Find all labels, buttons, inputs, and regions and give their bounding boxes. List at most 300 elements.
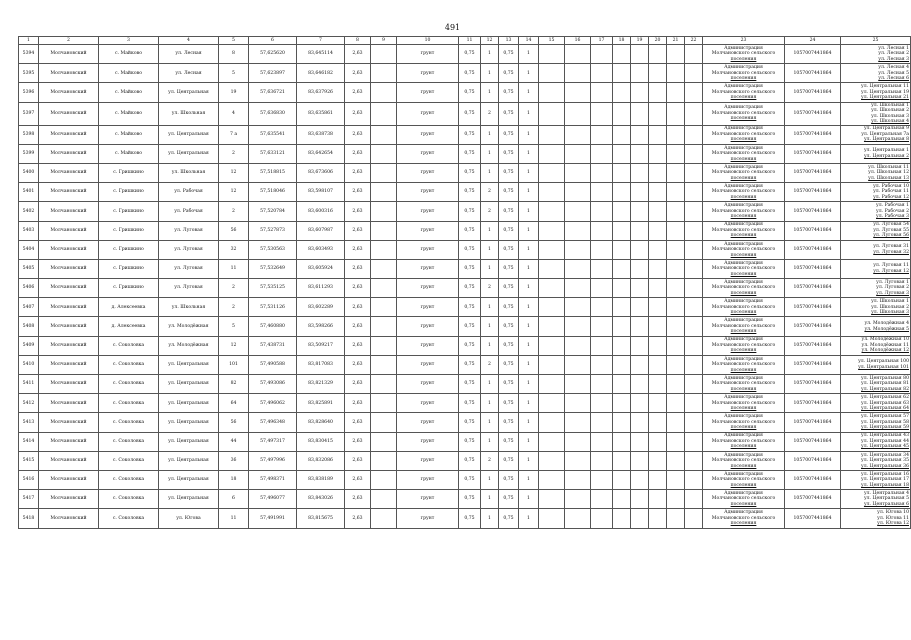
- inn-cell: 1057007441864: [785, 394, 841, 413]
- street-cell: ул. Школьная: [159, 163, 219, 182]
- empty-cell: [649, 317, 667, 336]
- value-cell: 1: [481, 509, 499, 528]
- house-cell: 32: [219, 240, 249, 259]
- table-row: [19, 375, 911, 394]
- address-line: ул. Школьная 3: [871, 310, 909, 316]
- inn-cell: 1057007441864: [785, 144, 841, 163]
- empty-cell: [539, 163, 565, 182]
- organization-line: Администрация: [724, 45, 763, 51]
- empty-cell: [539, 83, 565, 102]
- organization-line: Администрация: [724, 490, 763, 496]
- column-header: 1: [19, 37, 39, 45]
- organization-line: Молчановского сельского: [711, 323, 776, 329]
- value-cell: 0,75: [459, 125, 481, 144]
- row-number: 5405: [19, 259, 39, 278]
- address-line: ул. Центральная 8: [863, 137, 909, 143]
- empty-cell: [631, 240, 649, 259]
- column-header: 22: [685, 37, 703, 45]
- address-line: ул. Рабочая 12: [873, 194, 909, 200]
- value-cell: 2,63: [345, 509, 371, 528]
- inn-cell: 1057007441864: [785, 64, 841, 83]
- empty-cell: [565, 470, 591, 489]
- locality-cell: с. Соколовка: [99, 432, 159, 451]
- empty-cell: [565, 394, 591, 413]
- empty-cell: [667, 317, 685, 336]
- longitude-cell: 83,645114: [297, 45, 345, 64]
- address-line: ул. Лесная 4: [878, 65, 909, 71]
- empty-cell: [667, 45, 685, 64]
- longitude-cell: 83,635861: [297, 102, 345, 125]
- empty-cell: [685, 355, 703, 374]
- served-addresses-cell: [841, 375, 911, 394]
- house-cell: 4: [219, 102, 249, 125]
- street-cell: ул. Лесная: [159, 45, 219, 64]
- value-cell: 2,63: [345, 394, 371, 413]
- address-line: ул. Центральная 59: [861, 425, 909, 431]
- value-cell: 2,63: [345, 375, 371, 394]
- address-line: ул. Школьная 2: [871, 304, 909, 310]
- latitude-cell: 57,497996: [249, 451, 297, 470]
- column-header: 4: [159, 37, 219, 45]
- inn-cell: 1057007441864: [785, 83, 841, 102]
- surface-cell: грунт: [397, 202, 459, 221]
- empty-cell: [591, 394, 613, 413]
- organization-line: Администрация: [724, 414, 763, 420]
- empty-cell: [649, 336, 667, 355]
- value-cell: 0,75: [499, 394, 519, 413]
- value-cell: 1: [519, 125, 539, 144]
- district-cell: Молчановский: [39, 432, 99, 451]
- district-cell: Молчановский: [39, 102, 99, 125]
- empty-cell: [667, 490, 685, 509]
- address-line: ул. Центральная 57: [861, 414, 909, 420]
- value-cell: 1: [481, 163, 499, 182]
- table-row: [19, 64, 911, 83]
- table-body: [19, 45, 911, 529]
- empty-cell: [631, 317, 649, 336]
- inn-cell: 1057007441864: [785, 259, 841, 278]
- table-row: [19, 298, 911, 317]
- street-cell: ул. Рабочая: [159, 183, 219, 202]
- address-line: ул. Рабочая 3: [876, 214, 909, 220]
- value-cell: 2,63: [345, 451, 371, 470]
- served-addresses-cell: [841, 45, 911, 64]
- surface-cell: грунт: [397, 451, 459, 470]
- value-cell: 2,63: [345, 317, 371, 336]
- organization-line: Администрация: [724, 510, 763, 516]
- value-cell: 2: [481, 279, 499, 298]
- empty-cell: [371, 64, 397, 83]
- empty-cell: [371, 336, 397, 355]
- value-cell: 2,63: [345, 336, 371, 355]
- inn-cell: 1057007441864: [785, 413, 841, 432]
- empty-cell: [371, 144, 397, 163]
- organization-cell: [703, 83, 785, 102]
- locality-cell: с. Гришкино: [99, 221, 159, 240]
- empty-cell: [685, 451, 703, 470]
- empty-cell: [631, 45, 649, 64]
- latitude-cell: 57,527873: [249, 221, 297, 240]
- address-line: ул. Центральная 7а: [861, 131, 909, 137]
- house-cell: 36: [219, 451, 249, 470]
- address-line: ул. Центральная 100: [858, 359, 909, 365]
- house-cell: 12: [219, 336, 249, 355]
- inn-cell: 1057007441864: [785, 163, 841, 182]
- surface-cell: грунт: [397, 163, 459, 182]
- value-cell: 1: [519, 83, 539, 102]
- empty-cell: [591, 490, 613, 509]
- longitude-cell: 83,832086: [297, 451, 345, 470]
- registry-table: [18, 36, 911, 529]
- house-cell: 11: [219, 509, 249, 528]
- value-cell: 1: [481, 64, 499, 83]
- value-cell: 0,75: [459, 490, 481, 509]
- empty-cell: [591, 259, 613, 278]
- inn-cell: 1057007441864: [785, 240, 841, 259]
- longitude-cell: 83,815675: [297, 509, 345, 528]
- organization-line: Молчановского сельского: [711, 170, 776, 176]
- value-cell: 1: [519, 202, 539, 221]
- locality-cell: с. Соколовка: [99, 509, 159, 528]
- organization-line: поселения: [730, 501, 757, 507]
- value-cell: 0,75: [499, 102, 519, 125]
- house-cell: 2: [219, 144, 249, 163]
- longitude-cell: 83,817083: [297, 355, 345, 374]
- empty-cell: [591, 240, 613, 259]
- latitude-cell: 57,493086: [249, 375, 297, 394]
- surface-cell: грунт: [397, 125, 459, 144]
- inn-cell: 1057007441864: [785, 221, 841, 240]
- value-cell: 0,75: [459, 375, 481, 394]
- empty-cell: [565, 163, 591, 182]
- address-line: ул. Югова 10: [877, 510, 909, 516]
- empty-cell: [649, 163, 667, 182]
- value-cell: 2,63: [345, 298, 371, 317]
- value-cell: 1: [519, 509, 539, 528]
- empty-cell: [685, 202, 703, 221]
- locality-cell: с. Соколовка: [99, 355, 159, 374]
- empty-cell: [613, 240, 631, 259]
- column-header: 2: [39, 37, 99, 45]
- value-cell: 1: [519, 317, 539, 336]
- empty-cell: [613, 298, 631, 317]
- empty-cell: [539, 144, 565, 163]
- value-cell: 1: [519, 451, 539, 470]
- surface-cell: грунт: [397, 355, 459, 374]
- empty-cell: [685, 221, 703, 240]
- organization-line: поселения: [730, 329, 757, 335]
- longitude-cell: 83,637926: [297, 83, 345, 102]
- empty-cell: [565, 451, 591, 470]
- surface-cell: грунт: [397, 490, 459, 509]
- empty-cell: [539, 45, 565, 64]
- street-cell: ул. Лесная: [159, 64, 219, 83]
- value-cell: 0,75: [459, 279, 481, 298]
- district-cell: Молчановский: [39, 413, 99, 432]
- table-row: [19, 394, 911, 413]
- address-line: ул. Лесная 1: [878, 45, 909, 51]
- locality-cell: с. Майково: [99, 64, 159, 83]
- organization-line: поселения: [730, 348, 757, 354]
- organization-line: Администрация: [724, 126, 763, 132]
- locality-cell: с. Соколовка: [99, 451, 159, 470]
- empty-cell: [685, 83, 703, 102]
- street-cell: ул. Рабочая: [159, 202, 219, 221]
- empty-cell: [631, 355, 649, 374]
- empty-cell: [613, 125, 631, 144]
- empty-cell: [591, 470, 613, 489]
- organization-line: поселения: [730, 425, 757, 431]
- empty-cell: [685, 317, 703, 336]
- value-cell: 1: [481, 240, 499, 259]
- empty-cell: [591, 125, 613, 144]
- latitude-cell: 57,520784: [249, 202, 297, 221]
- empty-cell: [539, 432, 565, 451]
- latitude-cell: 57,438731: [249, 336, 297, 355]
- longitude-cell: 83,605924: [297, 259, 345, 278]
- organization-line: Администрация: [724, 395, 763, 401]
- column-header: 18: [613, 37, 631, 45]
- address-line: ул. Центральная 6: [863, 501, 909, 507]
- address-line: ул. Центральная 58: [861, 419, 909, 425]
- empty-cell: [613, 183, 631, 202]
- empty-cell: [685, 259, 703, 278]
- empty-cell: [565, 298, 591, 317]
- value-cell: 0,75: [499, 45, 519, 64]
- empty-cell: [539, 509, 565, 528]
- empty-cell: [591, 375, 613, 394]
- empty-cell: [649, 470, 667, 489]
- empty-cell: [685, 279, 703, 298]
- surface-cell: грунт: [397, 413, 459, 432]
- value-cell: 1: [481, 221, 499, 240]
- table-row: [19, 183, 911, 202]
- column-header: 8: [345, 37, 371, 45]
- surface-cell: грунт: [397, 279, 459, 298]
- surface-cell: грунт: [397, 470, 459, 489]
- organization-line: Администрация: [724, 299, 763, 305]
- value-cell: 2,63: [345, 413, 371, 432]
- empty-cell: [613, 336, 631, 355]
- organization-line: Молчановского сельского: [711, 266, 776, 272]
- address-line: ул. Центральная 11: [861, 84, 909, 90]
- empty-cell: [539, 125, 565, 144]
- served-addresses-cell: [841, 183, 911, 202]
- value-cell: 1: [481, 45, 499, 64]
- address-line: ул. Центральная 5: [863, 496, 909, 502]
- address-line: ул. Лесная 5: [878, 70, 909, 76]
- served-addresses-cell: [841, 64, 911, 83]
- empty-cell: [649, 183, 667, 202]
- row-number: 5400: [19, 163, 39, 182]
- organization-cell: [703, 355, 785, 374]
- latitude-cell: 57,625620: [249, 45, 297, 64]
- served-addresses-cell: [841, 163, 911, 182]
- street-cell: ул. Центральная: [159, 413, 219, 432]
- organization-line: поселения: [730, 95, 757, 101]
- empty-cell: [631, 336, 649, 355]
- value-cell: 1: [519, 259, 539, 278]
- address-line: ул. Центральная 4: [863, 490, 909, 496]
- value-cell: 2,63: [345, 102, 371, 125]
- value-cell: 0,75: [459, 221, 481, 240]
- empty-cell: [371, 432, 397, 451]
- served-addresses-cell: [841, 240, 911, 259]
- row-number: 5394: [19, 45, 39, 64]
- longitude-cell: 83,598107: [297, 183, 345, 202]
- organization-line: Администрация: [724, 375, 763, 381]
- organization-line: Администрация: [724, 84, 763, 90]
- row-number: 5413: [19, 413, 39, 432]
- empty-cell: [613, 470, 631, 489]
- address-line: ул. Лесная 3: [878, 56, 909, 62]
- empty-cell: [565, 259, 591, 278]
- address-line: ул. Рабочая 1: [876, 203, 909, 209]
- organization-line: Администрация: [724, 260, 763, 266]
- organization-line: Молчановского сельского: [711, 438, 776, 444]
- column-header: 23: [703, 37, 785, 45]
- served-addresses-cell: [841, 490, 911, 509]
- inn-cell: 1057007441864: [785, 279, 841, 298]
- district-cell: Молчановский: [39, 202, 99, 221]
- empty-cell: [649, 240, 667, 259]
- empty-cell: [613, 259, 631, 278]
- empty-cell: [371, 221, 397, 240]
- organization-line: Администрация: [724, 241, 763, 247]
- empty-cell: [649, 202, 667, 221]
- organization-line: поселения: [730, 156, 757, 162]
- empty-cell: [565, 490, 591, 509]
- value-cell: 2: [481, 451, 499, 470]
- district-cell: Молчановский: [39, 279, 99, 298]
- value-cell: 1: [481, 432, 499, 451]
- empty-cell: [667, 64, 685, 83]
- house-cell: 64: [219, 394, 249, 413]
- street-cell: ул. Центральная: [159, 470, 219, 489]
- organization-line: Администрация: [724, 337, 763, 343]
- row-number: 5410: [19, 355, 39, 374]
- empty-cell: [591, 279, 613, 298]
- district-cell: Молчановский: [39, 394, 99, 413]
- organization-cell: [703, 432, 785, 451]
- locality-cell: с. Соколовка: [99, 490, 159, 509]
- latitude-cell: 57,633121: [249, 144, 297, 163]
- empty-cell: [565, 83, 591, 102]
- value-cell: 0,75: [499, 470, 519, 489]
- organization-line: Молчановского сельского: [711, 362, 776, 368]
- table-row: [19, 317, 911, 336]
- street-cell: ул. Центральная: [159, 394, 219, 413]
- inn-cell: 1057007441864: [785, 451, 841, 470]
- value-cell: 1: [519, 64, 539, 83]
- address-line: ул. Центральная 101: [858, 364, 909, 370]
- address-line: ул. Луговая 1: [876, 279, 909, 285]
- value-cell: 0,75: [459, 202, 481, 221]
- empty-cell: [667, 336, 685, 355]
- empty-cell: [539, 470, 565, 489]
- column-header: 24: [785, 37, 841, 45]
- house-cell: 44: [219, 432, 249, 451]
- address-line: ул. Молодёжная 12: [861, 348, 909, 354]
- value-cell: 0,75: [459, 240, 481, 259]
- empty-cell: [613, 375, 631, 394]
- organization-line: Молчановского сельского: [711, 70, 776, 76]
- value-cell: 0,75: [499, 375, 519, 394]
- house-cell: 101: [219, 355, 249, 374]
- organization-line: поселения: [730, 175, 757, 181]
- organization-line: поселения: [730, 214, 757, 220]
- empty-cell: [591, 451, 613, 470]
- empty-cell: [685, 144, 703, 163]
- value-cell: 1: [481, 470, 499, 489]
- district-cell: Молчановский: [39, 221, 99, 240]
- locality-cell: с. Соколовка: [99, 375, 159, 394]
- empty-cell: [649, 279, 667, 298]
- address-line: ул. Школьная 13: [868, 175, 909, 181]
- empty-cell: [649, 45, 667, 64]
- row-number: 5407: [19, 298, 39, 317]
- empty-cell: [565, 509, 591, 528]
- empty-cell: [685, 45, 703, 64]
- empty-cell: [667, 259, 685, 278]
- value-cell: 1: [519, 490, 539, 509]
- empty-cell: [539, 413, 565, 432]
- served-addresses-cell: [841, 202, 911, 221]
- organization-line: Администрация: [724, 105, 763, 111]
- empty-cell: [631, 259, 649, 278]
- value-cell: 1: [481, 394, 499, 413]
- address-line: ул. Югова 12: [877, 521, 909, 527]
- row-number: 5417: [19, 490, 39, 509]
- address-line: ул. Центральная 9: [863, 126, 909, 132]
- value-cell: 2,63: [345, 144, 371, 163]
- surface-cell: грунт: [397, 375, 459, 394]
- table-row: [19, 144, 911, 163]
- inn-cell: 1057007441864: [785, 317, 841, 336]
- organization-line: Молчановского сельского: [711, 51, 776, 57]
- empty-cell: [631, 144, 649, 163]
- inn-cell: 1057007441864: [785, 509, 841, 528]
- empty-cell: [667, 298, 685, 317]
- served-addresses-cell: [841, 394, 911, 413]
- column-header: 7: [297, 37, 345, 45]
- empty-cell: [591, 317, 613, 336]
- value-cell: 0,75: [499, 259, 519, 278]
- empty-cell: [631, 298, 649, 317]
- address-line: ул. Молодёжная 10: [861, 337, 909, 343]
- empty-cell: [613, 279, 631, 298]
- empty-cell: [631, 509, 649, 528]
- address-line: ул. Центральная 64: [861, 406, 909, 412]
- empty-cell: [591, 336, 613, 355]
- empty-cell: [371, 317, 397, 336]
- organization-line: поселения: [730, 463, 757, 469]
- value-cell: 1: [481, 490, 499, 509]
- column-header: 12: [481, 37, 499, 45]
- empty-cell: [685, 413, 703, 432]
- latitude-cell: 57,518046: [249, 183, 297, 202]
- empty-cell: [631, 221, 649, 240]
- page-number: 491: [444, 23, 461, 32]
- organization-line: Молчановского сельского: [711, 208, 776, 214]
- empty-cell: [631, 102, 649, 125]
- value-cell: 1: [519, 375, 539, 394]
- organization-line: Администрация: [724, 164, 763, 170]
- served-addresses-cell: [841, 298, 911, 317]
- value-cell: 0,75: [499, 509, 519, 528]
- organization-cell: [703, 470, 785, 489]
- value-cell: 1: [519, 432, 539, 451]
